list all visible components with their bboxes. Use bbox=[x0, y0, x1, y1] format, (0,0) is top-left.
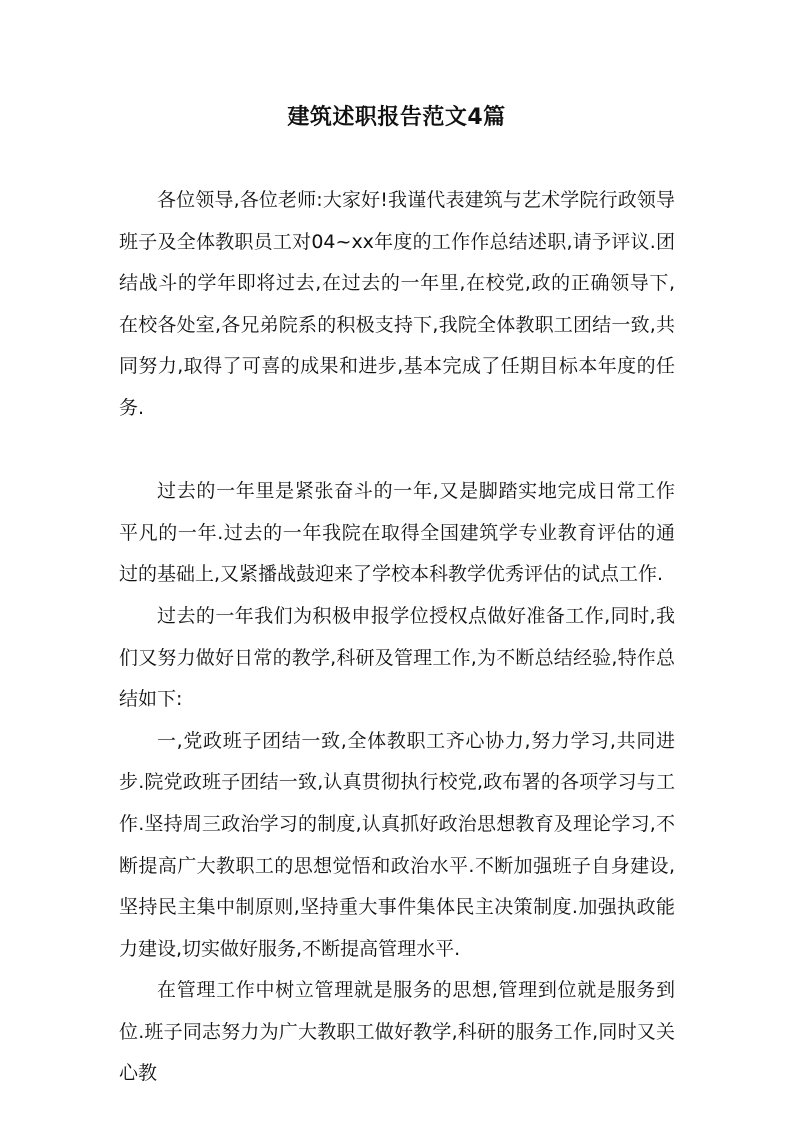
paragraph-preparation: 过去的一年我们为积极申报学位授权点做好准备工作,同时,我们又努力做好日常的教学,科研及管理工作,为不断总结经验,特作总结如下: bbox=[119, 604, 675, 711]
document-title: 建筑述职报告范文4篇 bbox=[287, 105, 506, 130]
paragraph-section-one: 一,党政班子团结一致,全体教职工齐心协力,努力学习,共同进步.院党政班子团结一致,认真贯彻执行校党,政布署的各项学习与工作.坚持周三政治学习的制度,认真抓好政治思想教育及理论学习,不断提高广大教职工的思想觉悟和政治水平.不断加强班子自身建设,坚持民主集中制原则,坚持重大事件集体民主决策制度.加强执政能力建设,切实做好服务,不断提高管理水平. bbox=[119, 729, 675, 960]
paragraph-greeting: 各位领导,各位老师:大家好!我谨代表建筑与艺术学院行政领导班子及全体教职员工对04~xx年度的工作作总结述职,请予评议.团结战斗的学年即将过去,在过去的一年里,在校党,政的正确领导下,在校各处室,各兄弟院系的积极支持下,我院全体教职工团结一致,共同努力,取得了可喜的成果和进步,基本完成了任期目标本年度的任务. bbox=[119, 189, 675, 419]
paragraph-past-year: 过去的一年里是紧张奋斗的一年,又是脚踏实地完成日常工作平凡的一年.过去的一年我院在取得全国建筑学专业教育评估的通过的基础上,又紧播战鼓迎来了学校本科教学优秀评估的试点工作. bbox=[119, 480, 675, 586]
paragraph-management: 在管理工作中树立管理就是服务的思想,管理到位就是服务到位.班子同志努力为广大教职工做好教学,科研的服务工作,同时又关心教 bbox=[119, 979, 675, 1085]
document-body bbox=[119, 180, 675, 1095]
